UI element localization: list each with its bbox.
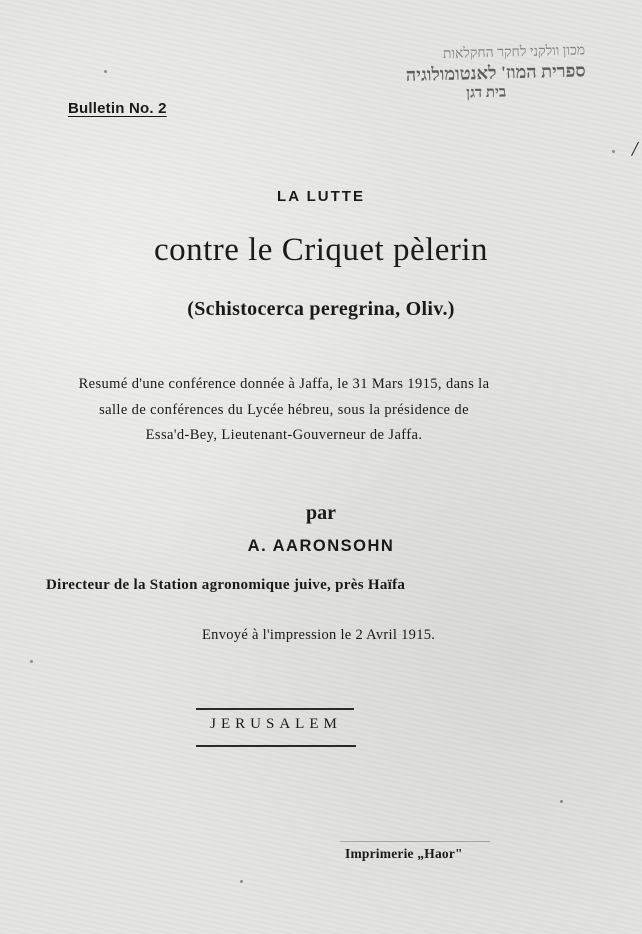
paper-speck	[30, 660, 33, 663]
by-label: par	[306, 502, 336, 524]
paper-speck	[560, 800, 563, 803]
summary-line-2: salle de conférences du Lycée hébreu, sous la présidence de	[99, 401, 469, 418]
margin-mark: /	[630, 135, 640, 162]
place-rule-top	[196, 708, 354, 710]
page-title: contre le Criquet pèlerin	[153, 232, 489, 268]
summary-line-1: Resumé d'une conférence donnée à Jaffa, le 31 Mars 1915, dans la	[78, 376, 490, 392]
conference-summary	[10, 372, 558, 449]
stamp-line-library: ספרית המוז' לאנטומולוגיה	[405, 60, 586, 86]
print-date: Envoyé à l'impression le 2 Avril 1915.	[202, 627, 436, 643]
author-name: A. AARONSOHN	[247, 537, 395, 555]
stamp-line-institute: מכון וולקני לחקר החקלאות	[442, 43, 586, 63]
publication-place: JERUSALEM	[210, 716, 342, 732]
stamp-line-location: בית דגן	[465, 84, 507, 102]
title-pre: LA LUTTE	[277, 188, 365, 205]
library-stamp	[305, 42, 587, 129]
summary-line-3: Essa'd-Bey, Lieutenant-Gouverneur de Jaffa.	[145, 427, 423, 443]
bulletin-number: Bulletin No. 2	[68, 100, 167, 117]
author-position: Directeur de la Station agronomique juive, près Haïfa	[46, 577, 406, 593]
paper-speck	[612, 150, 615, 153]
paper-speck	[104, 70, 107, 73]
paper-speck	[240, 880, 243, 883]
species-subtitle: (Schistocerca peregrina, Oliv.)	[187, 298, 455, 320]
printer-name: Imprimerie „Haor"	[345, 846, 463, 861]
printer-rule	[340, 841, 490, 842]
place-rule-bottom	[196, 745, 356, 747]
